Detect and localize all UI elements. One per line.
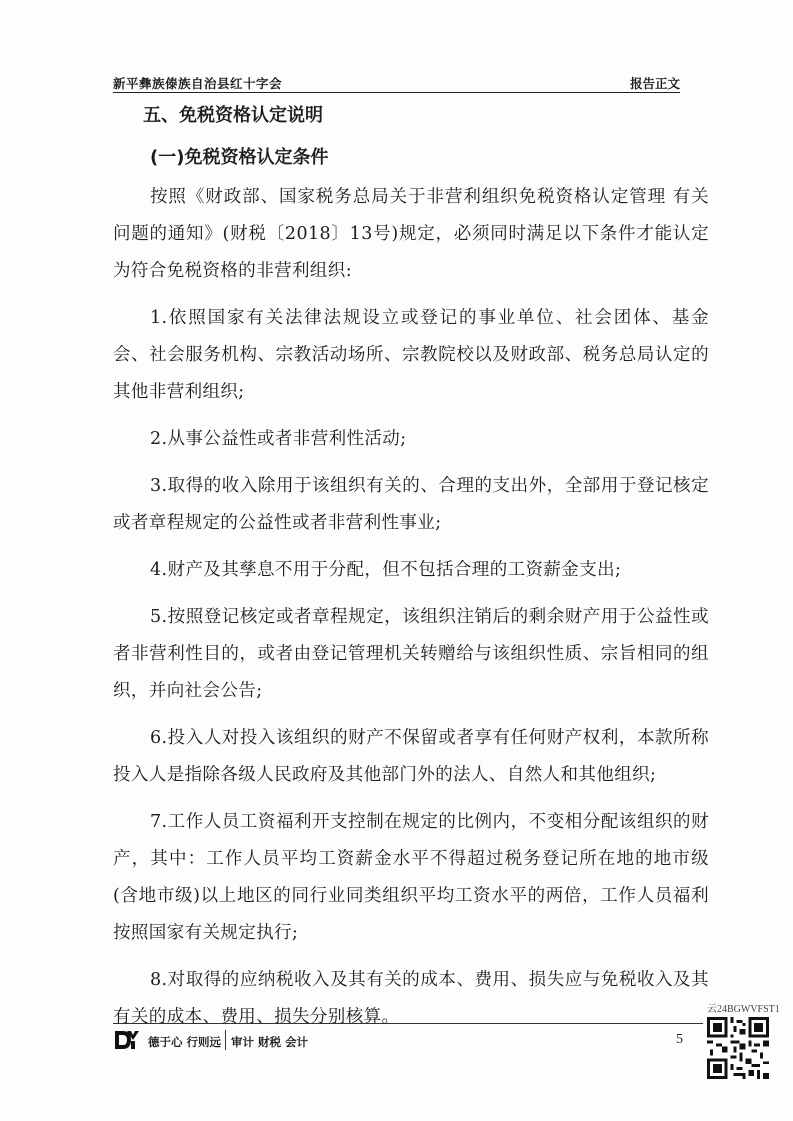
- footer-services: 审计 财税 会计: [231, 1035, 309, 1049]
- condition-item-8: 8.对取得的应纳税收入及其有关的成本、费用、损失应与免税收入及其有关的成本、费用、损失分别核算。: [113, 970, 709, 1027]
- condition-item-4: 4.财产及其孳息不用于分配，但不包括合理的工资薪金支出;: [150, 560, 622, 580]
- page-number: 5: [676, 1032, 683, 1047]
- header-doc-label: 报告正文: [629, 76, 680, 91]
- document-body: [113, 95, 709, 1036]
- condition-item-6: 6.投入人对投入该组织的财产不保留或者享有任何财产权利，本款所称投入人是指除各级人民政府及其他部门外的法人、自然人和其他组织;: [113, 728, 709, 785]
- qr-code-icon: [707, 1017, 769, 1079]
- condition-item-7: 7.工作人员工资福利开支控制在规定的比例内，不变相分配该组织的财产，其中：工作人员平均工资薪金水平不得超过税务登记所在地的地市级(含地市级)以上地区的同行业同类组织平均工资水平的两倍，工作人员福利按照国家有关规定执行;: [113, 812, 709, 943]
- dy-logo-icon: [113, 1029, 141, 1051]
- subsection-title: (一)免税资格认定条件: [150, 147, 329, 168]
- intro-paragraph: 按照《财政部、国家税务总局关于非营利组织免税资格认定管理 有关问题的通知》(财税〔2018〕13号)规定，必须同时满足以下条件才能认定为符合免税资格的非营利组织:: [113, 187, 709, 281]
- verification-code: 云24BGWVFST1: [707, 1004, 780, 1015]
- footer-slogan: 德于心 行则远: [148, 1035, 222, 1049]
- page-footer: [113, 1023, 703, 1054]
- condition-item-2: 2.从事公益性或者非营利性活动;: [150, 429, 407, 449]
- header-org-name: 新平彝族傣族自治县红十字会: [113, 76, 283, 91]
- condition-item-3: 3.取得的收入除用于该组织有关的、合理的支出外，全部用于登记核定或者章程规定的公益性或者非营利性事业;: [113, 476, 709, 533]
- condition-item-1: 1.依照国家有关法律法规设立或登记的事业单位、社会团体、基金 会、社会服务机构、宗教活动场所、宗教院校以及财政部、税务总局认定的其他非营利组织;: [113, 308, 709, 402]
- condition-item-5: 5.按照登记核定或者章程规定，该组织注销后的剩余财产用于公益性或者非营利性目的，或者由登记管理机关转赠给与该组织性质、宗旨相同的组织，并向社会公告;: [113, 607, 709, 701]
- page-header: [113, 70, 680, 93]
- section-title: 五、免税资格认定说明: [143, 105, 323, 126]
- footer-divider: [225, 1030, 226, 1050]
